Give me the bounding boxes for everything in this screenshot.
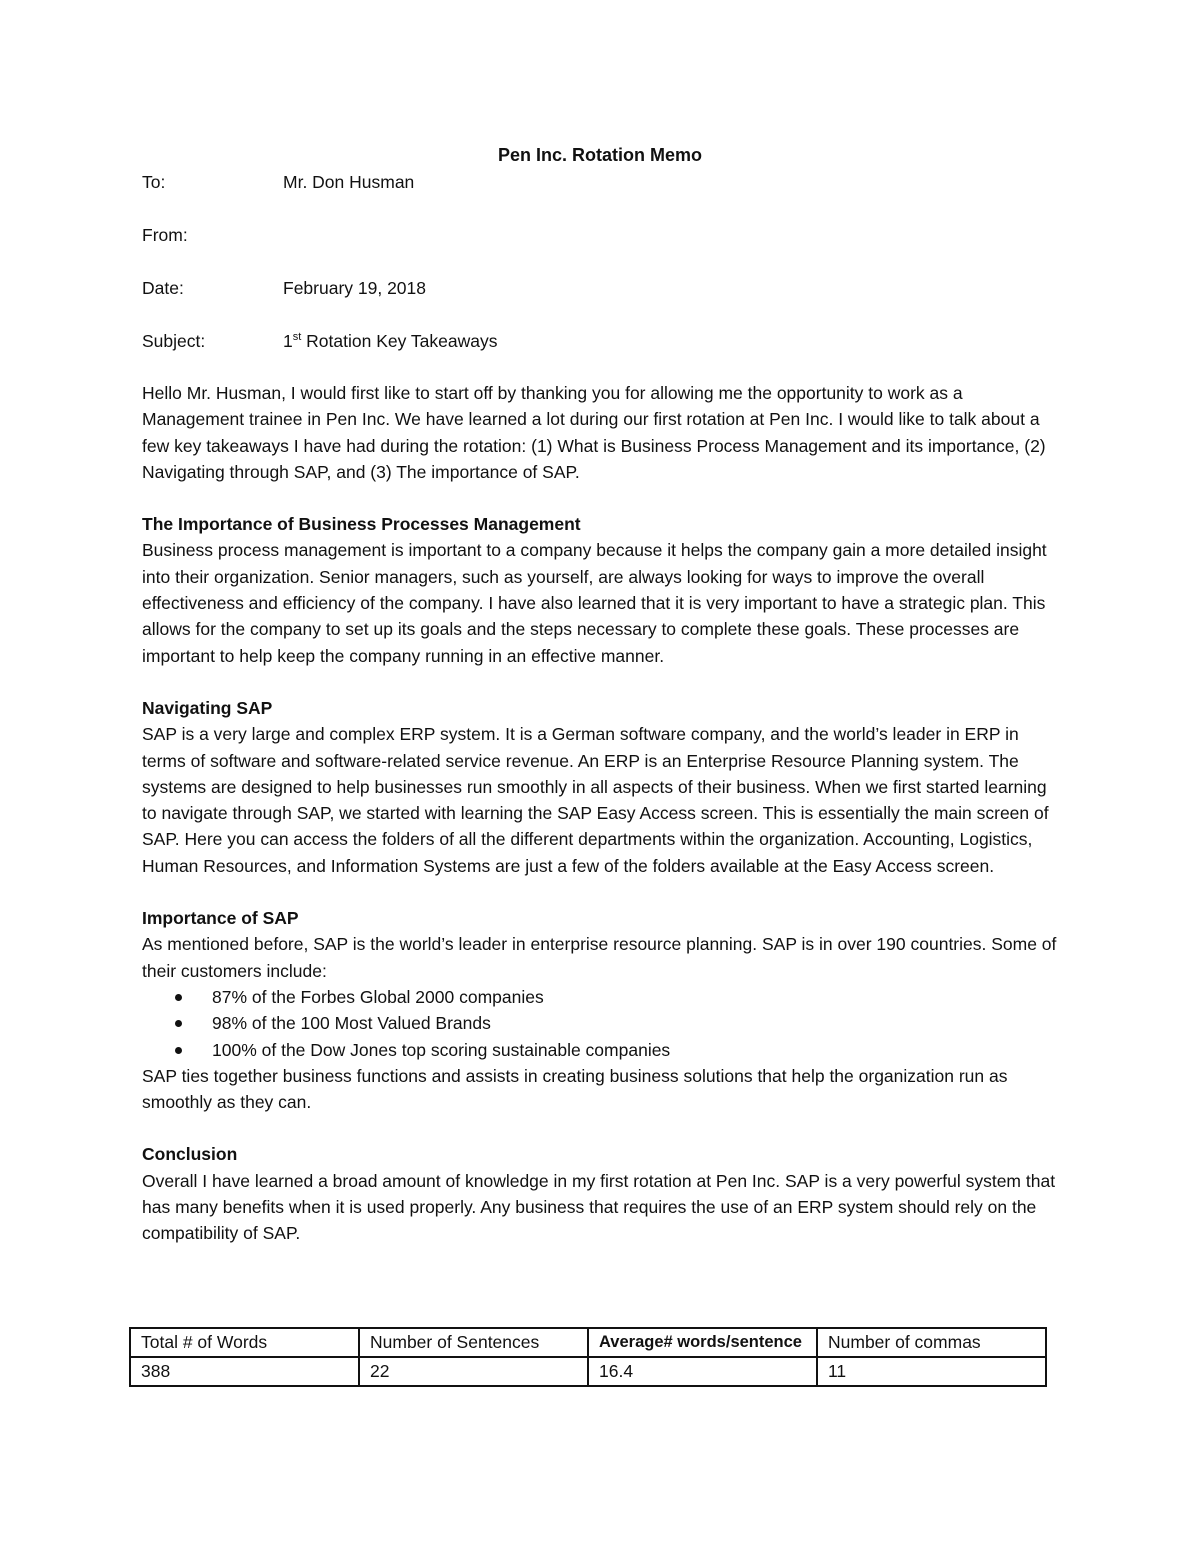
bullet-icon <box>175 994 182 1001</box>
list-item <box>142 1010 1062 1036</box>
section-text-conclusion: Overall I have learned a broad amount of knowledge in my first rotation at Pen Inc. SAP is a very powerful system that has many benefits when it is used properly. Any business that requires the use of an ERP system should rely on the compatibility of SAP. <box>142 1170 1056 1244</box>
section-heading-importance-sap: Importance of SAP <box>142 908 299 929</box>
subject-text: Rotation Key Takeaways <box>301 331 498 351</box>
bullet-icon <box>175 1047 182 1054</box>
subject-ordinal: 1 <box>283 331 293 351</box>
subject-label: Subject: <box>142 331 206 351</box>
date-label: Date: <box>142 278 184 298</box>
section-heading-navigating-sap: Navigating SAP <box>142 697 273 718</box>
list-item <box>142 984 1062 1010</box>
bullet-text: 98% of the 100 Most Valued Brands <box>212 1013 491 1034</box>
section-after-text-importance-sap: SAP ties together business functions and assists in creating business solutions that help the organization run as smoothly as they can. <box>142 1065 1008 1113</box>
table-cell: 22 <box>359 1357 588 1386</box>
table-header-cell: Total # of Words <box>130 1328 359 1357</box>
intro-paragraph: Hello Mr. Husman, I would first like to start off by thanking you for allowing me the opportunity to work as a Management trainee in Pen Inc. We have learned a lot during our first rotation at Pen Inc. I would like to talk about a few key takeaways I have had during the rotation: (1) What is Business Process Management and its importance, (2) Navigating through SAP, and (3) The importance of SAP. <box>142 383 1046 482</box>
table-header-cell: Average# words/sentence <box>588 1328 817 1357</box>
section-text-navigating-sap: SAP is a very large and complex ERP system. It is a German software company, and the world’s leader in ERP in terms of software and software-related service revenue. An ERP is an Enterprise Resource Planning system. The systems are designed to help businesses run smoothly in all aspects of their business. When we first started learning to navigate through SAP, we started with learning the SAP Easy Access screen. This is essentially the main screen of SAP. Here you can access the folders of all the different departments within the organization. Accounting, Logistics, Human Resources, and Information Systems are just a few of the folders available at the Easy Access screen. <box>142 724 1049 876</box>
to-label: To: <box>142 172 166 192</box>
table-cell: 16.4 <box>588 1357 817 1386</box>
table-header-cell: Number of commas <box>817 1328 1046 1357</box>
table-cell: 388 <box>130 1357 359 1386</box>
subject-ordinal-suffix: st <box>292 331 302 343</box>
table-header-cell: Number of Sentences <box>359 1328 588 1357</box>
section-heading-bpm: The Importance of Business Processes Management <box>142 514 581 535</box>
to-value: Mr. Don Husman <box>283 172 415 192</box>
memo-body <box>142 380 1062 1247</box>
bullet-text: 87% of the Forbes Global 2000 companies <box>212 986 544 1007</box>
table-header-row <box>130 1328 1046 1357</box>
table-cell: 11 <box>817 1357 1046 1386</box>
memo-title: Pen Inc. Rotation Memo <box>497 145 702 165</box>
customer-bullet-list <box>142 984 1062 1063</box>
date-value: February 19, 2018 <box>283 278 427 298</box>
from-label: From: <box>142 225 188 245</box>
bullet-icon <box>175 1020 182 1027</box>
word-stats-table <box>129 1327 1047 1387</box>
section-heading-conclusion: Conclusion <box>142 1144 238 1165</box>
list-item <box>142 1037 1062 1063</box>
subject-value <box>283 331 497 352</box>
section-text-importance-sap: As mentioned before, SAP is the world’s leader in enterprise resource planning. SAP is in over 190 countries. Some of their customers include: <box>142 934 1057 981</box>
table-row <box>130 1357 1046 1386</box>
bullet-text: 100% of the Dow Jones top scoring sustainable companies <box>212 1039 671 1060</box>
section-text-bpm: Business process management is important to a company because it helps the company gain a more detailed insight into their organization. Senior managers, such as yourself, are always looking for ways to improve the overall effectiveness and efficiency of the company. I have also learned that it is very important to have a strategic plan. This allows for the company to set up its goals and the steps necessary to complete these goals. These processes are important to help keep the company running in an effective manner. <box>142 540 1047 666</box>
